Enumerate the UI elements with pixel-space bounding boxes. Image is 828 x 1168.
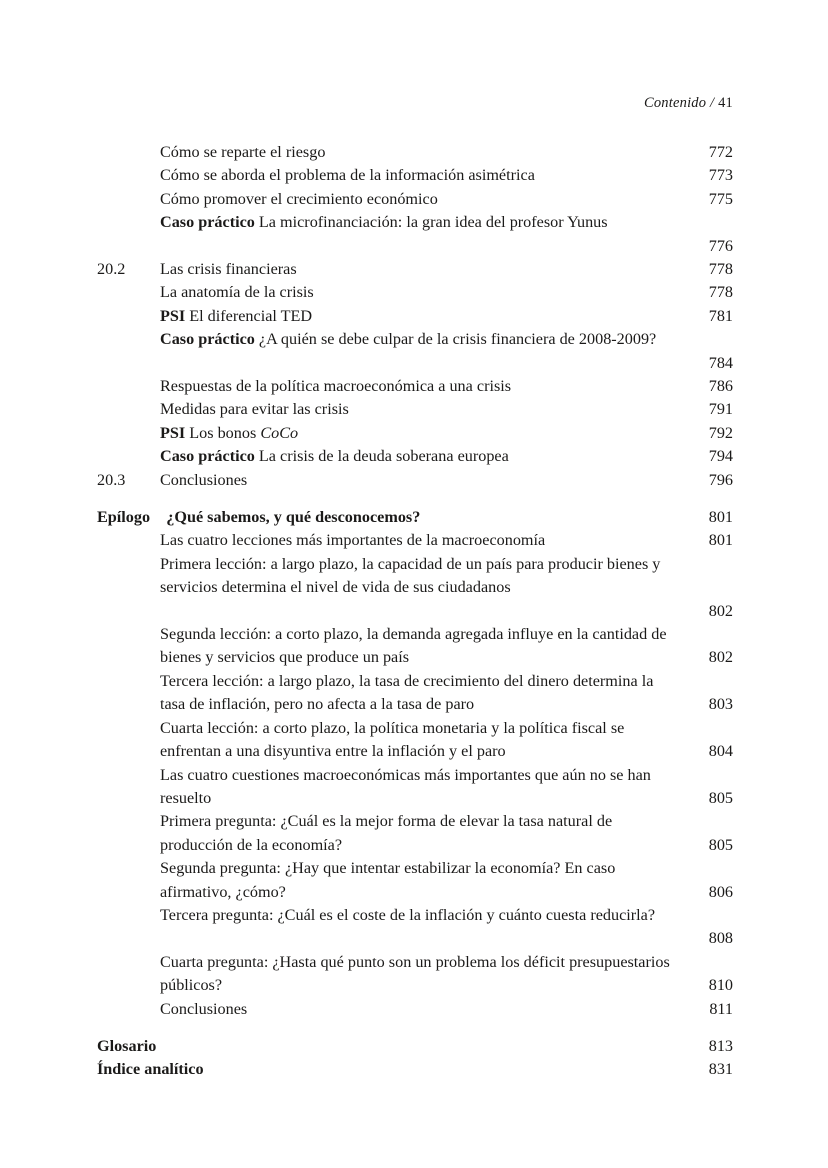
toc-entry-page-number: 791 [708,400,733,419]
toc-entry[interactable] [97,398,733,421]
toc-entry[interactable] [97,211,733,258]
toc-entry-label [160,188,681,211]
toc-entry-page-number: 792 [708,423,733,442]
toc-entry[interactable] [97,810,733,857]
toc-entry[interactable] [97,1035,733,1058]
toc-entry[interactable] [97,328,733,375]
toc-entry-page-number: 772 [708,143,733,161]
toc-entry-text: Tercera pregunta: ¿Cuál es el coste de la inflación y cuánto cuesta reducirla? [160,905,656,924]
toc-entry-text: Medidas para evitar las crisis [160,400,349,419]
toc-entry-label [97,1058,681,1081]
toc-entry[interactable] [97,281,733,304]
toc-entry-text: Segunda pregunta: ¿Hay que intentar estabilizar la economía? En caso afirmativo, ¿cómo? [160,859,616,901]
toc-entry-label [160,670,681,717]
toc-entry-label [160,764,681,811]
running-header [0,95,733,112]
toc-entry-page-number: 802 [708,648,733,667]
toc-entry-text: Primera pregunta: ¿Cuál es la mejor forma de elevar la tasa natural de producción de la economía? [160,812,613,854]
toc-entry-label [160,469,681,492]
toc-entry-label [160,164,681,187]
toc-entry-label [160,810,681,857]
toc-entry-text: La microfinanciación: la gran idea del profesor Yunus [258,213,608,232]
toc-entry-text: ¿A quién se debe culpar de la crisis financiera de 2008-2009? [258,330,657,349]
toc-entry-text: Conclusiones [160,470,248,489]
toc-entry-page-number: 813 [708,1036,733,1055]
toc-entry-text: Las cuatro cuestiones macroeconómicas más importantes que aún no se han resuelto [160,765,651,807]
toc-entry-text: Índice analítico [97,1060,204,1079]
running-header-folio: 41 [718,95,733,111]
toc-entry[interactable] [97,717,733,764]
toc-entry-label [160,951,681,998]
toc-entry-text: Cómo se aborda el problema de la información asimétrica [160,166,535,185]
toc-entry-label [160,553,681,600]
toc-entry-label [160,211,681,234]
toc-entry-label [97,1035,681,1058]
toc-entry-page-number: 786 [708,377,733,396]
toc-entry-page-number: 804 [708,742,733,761]
toc-entry-label [160,857,681,904]
toc-entry-label [160,305,681,328]
toc-entry[interactable] [97,670,733,717]
toc-entry-page-number: 794 [708,447,733,466]
toc-entry-page-number: 781 [708,306,733,325]
toc-entry-label [160,375,681,398]
toc-entry-text: Cómo se reparte el riesgo [160,143,326,161]
toc-entry-text: Glosario [97,1036,157,1055]
toc-entry-lead: Caso práctico [160,330,255,349]
toc-entry-page-number: 805 [708,788,733,807]
toc-entry-page-number: 803 [708,695,733,714]
toc-entry-text: La crisis de la deuda soberana europea [258,447,509,466]
toc-entry-label [160,445,681,468]
toc-entry-text: El diferencial TED [189,306,313,325]
toc-entry[interactable] [97,188,733,211]
toc-entry[interactable] [97,857,733,904]
toc-entry[interactable] [97,141,733,164]
toc-entry-text: Segunda lección: a corto plazo, la demanda agregada influye en la cantidad de bienes y servicios que produce un país [160,625,667,667]
toc-entry-text: Los bonos [189,423,261,442]
toc-entry[interactable] [97,904,733,951]
toc-entry-label [160,281,681,304]
toc-entry-text: Cuarta lección: a corto plazo, la política monetaria y la política fiscal se enfrentan a una disyuntiva entre la inflación y el paro [160,718,625,761]
toc-entry-page-number: 778 [708,260,733,279]
toc-entry-page-number: 808 [708,929,733,948]
toc-entry-text: Conclusiones [160,999,248,1018]
toc-entry-page-number: 773 [708,166,733,185]
toc-entry[interactable] [97,422,733,445]
toc-entry[interactable] [97,529,733,552]
toc-entry-page-number: 778 [708,283,733,302]
toc-entry[interactable] [97,305,733,328]
toc-entry-label [160,328,681,351]
toc-entry[interactable] [97,764,733,811]
toc-entry-page-number: 775 [708,189,733,208]
toc-entry[interactable] [97,164,733,187]
toc-entry-text: Cómo promover el crecimiento económico [160,189,438,208]
toc-entry[interactable] [97,998,733,1021]
table-of-contents [97,141,733,1082]
toc-entry-page-number: 811 [709,999,733,1018]
toc-entry[interactable] [97,506,733,529]
toc-entry[interactable] [97,951,733,998]
toc-entry[interactable] [97,469,733,492]
toc-entry-page-number: 831 [708,1060,733,1079]
toc-entry-page-number: 806 [708,882,733,901]
running-header-separator: / [710,95,715,111]
toc-entry-page-number: 810 [708,976,733,995]
toc-entry-number: 20.3 [97,470,126,489]
toc-entry[interactable] [97,258,733,281]
toc-entry-text: Primera lección: a largo plazo, la capacidad de un país para producir bienes y servicios determina el nivel de vida de sus ciudadanos [160,554,661,597]
toc-entry-label [160,904,681,927]
toc-entry-text: ¿Qué sabemos, y qué desconocemos? [166,508,421,527]
toc-entry-lead: Caso práctico [160,213,255,232]
toc-entry-label [160,258,681,281]
toc-entry-page-number: 776 [708,236,733,255]
toc-entry-page-number: 805 [708,835,733,854]
toc-entry-lead: Epílogo [97,508,151,527]
toc-entry-page-number: 784 [708,353,733,372]
toc-entry-text: Respuestas de la política macroeconómica a una crisis [160,377,512,396]
toc-entry-lead: Caso práctico [160,447,255,466]
toc-entry[interactable] [97,623,733,670]
running-header-title: Contenido [643,95,707,111]
toc-entry-label [97,506,681,529]
toc-entry[interactable] [97,375,733,398]
toc-entry-page-number: 801 [708,531,733,550]
toc-entry-label [160,998,681,1021]
toc-entry-label [160,398,681,421]
toc-entry-label [160,717,681,764]
toc-entry-label [160,422,681,445]
toc-entry-label [160,141,681,164]
toc-entry-text: La anatomía de la crisis [160,283,314,302]
toc-entry[interactable] [97,553,733,623]
toc-entry-number: 20.2 [97,260,126,279]
toc-entry-lead: PSI [160,423,186,442]
toc-entry[interactable] [97,1058,733,1081]
toc-entry-lead: PSI [160,306,186,325]
toc-entry-text-italic: CoCo [260,423,299,442]
toc-entry-label [160,623,681,670]
toc-entry-page-number: 796 [708,470,733,489]
toc-entry-text: Las cuatro lecciones más importantes de la macroeconomía [160,531,546,550]
toc-entry-label [160,529,681,552]
toc-entry[interactable] [97,445,733,468]
toc-entry-page-number: 802 [708,601,733,620]
toc-entry-text: Las crisis financieras [160,260,297,279]
toc-entry-text: Tercera lección: a largo plazo, la tasa de crecimiento del dinero determina la tasa de inflación, pero no afecta a la tasa de paro [160,671,654,714]
toc-entry-page-number: 801 [708,508,733,527]
toc-entry-text: Cuarta pregunta: ¿Hasta qué punto son un problema los déficit presupuestarios públicos? [160,952,670,995]
